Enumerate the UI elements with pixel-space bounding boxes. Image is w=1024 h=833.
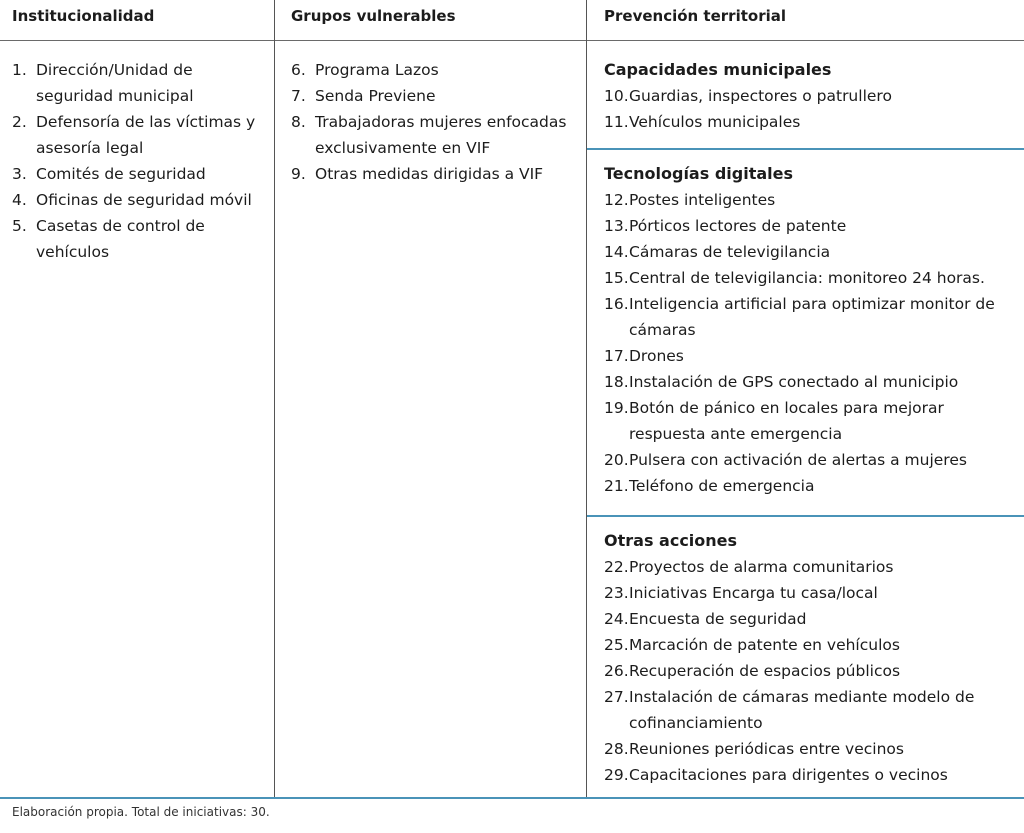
item-number: 20. [604, 451, 629, 469]
section-divider [587, 148, 1024, 150]
item-number: 21. [604, 477, 629, 495]
section-list [604, 554, 1019, 788]
list-item [291, 57, 571, 83]
header-prevencion-territorial: Prevención territorial [604, 7, 786, 25]
item-number: 27. [604, 688, 629, 706]
list-item [604, 473, 1019, 499]
item-text: Vehículos municipales [629, 113, 801, 131]
item-number: 19. [604, 399, 629, 417]
item-number: 28. [604, 740, 629, 758]
column-divider-2 [586, 0, 587, 798]
item-text: Dirección/Unidad de seguridad municipal [36, 61, 194, 105]
item-text: Oficinas de seguridad móvil [36, 191, 252, 209]
column-divider-1 [274, 0, 275, 798]
grupos-vulnerables-list [291, 57, 571, 187]
item-number: 24. [604, 610, 629, 628]
list-item [604, 554, 1019, 580]
section-otras-acciones [604, 528, 1019, 788]
section-title: Capacidades municipales [604, 60, 832, 79]
item-number: 14. [604, 243, 629, 261]
item-text: Drones [629, 347, 684, 365]
list-item [604, 762, 1019, 788]
item-number: 4. [12, 191, 27, 209]
item-text: Pulsera con activación de alertas a mujeres [629, 451, 967, 469]
list-item [12, 57, 262, 109]
header-grupos-vulnerables: Grupos vulnerables [291, 7, 456, 25]
item-text: Instalación de GPS conectado al municipio [629, 373, 959, 391]
item-number: 17. [604, 347, 629, 365]
item-number: 3. [12, 165, 27, 183]
section-capacidades-municipales [604, 57, 1019, 135]
list-item [291, 161, 571, 187]
header-divider [0, 40, 1024, 41]
list-item [12, 213, 262, 265]
list-item [604, 658, 1019, 684]
item-text: Pórticos lectores de patente [629, 217, 847, 235]
item-text: Comités de seguridad [36, 165, 206, 183]
item-text: Encuesta de seguridad [629, 610, 807, 628]
section-divider [587, 515, 1024, 517]
list-item [604, 265, 1019, 291]
item-text: Trabajadoras mujeres enfocadas exclusivamente en VIF [315, 113, 567, 157]
list-item [604, 606, 1019, 632]
section-list [604, 187, 1019, 499]
list-item [291, 83, 571, 109]
item-number: 12. [604, 191, 629, 209]
list-item [604, 187, 1019, 213]
item-text: Recuperación de espacios públicos [629, 662, 901, 680]
list-item [604, 343, 1019, 369]
item-text: Defensoría de las víctimas y asesoría legal [36, 113, 256, 157]
item-text: Capacitaciones para dirigentes o vecinos [629, 766, 948, 784]
item-text: Botón de pánico en locales para mejorar respuesta ante emergencia [629, 399, 944, 443]
list-item [604, 213, 1019, 239]
item-text: Cámaras de televigilancia [629, 243, 831, 261]
list-item [604, 239, 1019, 265]
item-text: Instalación de cámaras mediante modelo de cofinanciamiento [629, 688, 975, 732]
item-number: 11. [604, 113, 629, 131]
header-institucionalidad: Institucionalidad [12, 7, 155, 25]
item-number: 18. [604, 373, 629, 391]
list-item [604, 369, 1019, 395]
list-item [291, 109, 571, 161]
item-number: 1. [12, 61, 27, 79]
section-list [604, 83, 1019, 135]
footer-rule [0, 797, 1024, 799]
item-number: 23. [604, 584, 629, 602]
item-number: 5. [12, 217, 27, 235]
item-text: Casetas de control de vehículos [36, 217, 205, 261]
item-number: 16. [604, 295, 629, 313]
list-item [604, 109, 1019, 135]
section-title: Tecnologías digitales [604, 164, 793, 183]
item-number: 29. [604, 766, 629, 784]
section-tecnologias-digitales [604, 161, 1019, 499]
item-text: Otras medidas dirigidas a VIF [315, 165, 544, 183]
list-item [604, 83, 1019, 109]
item-number: 25. [604, 636, 629, 654]
list-item [604, 580, 1019, 606]
item-text: Senda Previene [315, 87, 436, 105]
item-number: 22. [604, 558, 629, 576]
list-item [12, 187, 262, 213]
item-number: 8. [291, 113, 306, 131]
item-text: Inteligencia artificial para optimizar monitor de cámaras [629, 295, 995, 339]
list-item [12, 161, 262, 187]
item-text: Central de televigilancia: monitoreo 24 horas. [629, 269, 985, 287]
item-number: 6. [291, 61, 306, 79]
item-text: Iniciativas Encarga tu casa/local [629, 584, 878, 602]
item-text: Guardias, inspectores o patrullero [629, 87, 892, 105]
item-text: Programa Lazos [315, 61, 439, 79]
item-number: 26. [604, 662, 629, 680]
item-text: Marcación de patente en vehículos [629, 636, 900, 654]
item-text: Postes inteligentes [629, 191, 776, 209]
footnote: Elaboración propia. Total de iniciativas: 30. [12, 805, 270, 819]
item-number: 2. [12, 113, 27, 131]
list-item [604, 291, 1019, 343]
item-text: Reuniones periódicas entre vecinos [629, 740, 904, 758]
list-item [604, 395, 1019, 447]
list-item [604, 447, 1019, 473]
item-number: 15. [604, 269, 629, 287]
list-item [604, 632, 1019, 658]
item-number: 9. [291, 165, 306, 183]
list-item [12, 109, 262, 161]
list-item [604, 736, 1019, 762]
item-number: 10. [604, 87, 629, 105]
item-text: Teléfono de emergencia [629, 477, 815, 495]
item-number: 7. [291, 87, 306, 105]
list-item [604, 684, 1019, 736]
section-title: Otras acciones [604, 531, 738, 550]
item-number: 13. [604, 217, 629, 235]
institucionalidad-list [12, 57, 262, 265]
item-text: Proyectos de alarma comunitarios [629, 558, 894, 576]
